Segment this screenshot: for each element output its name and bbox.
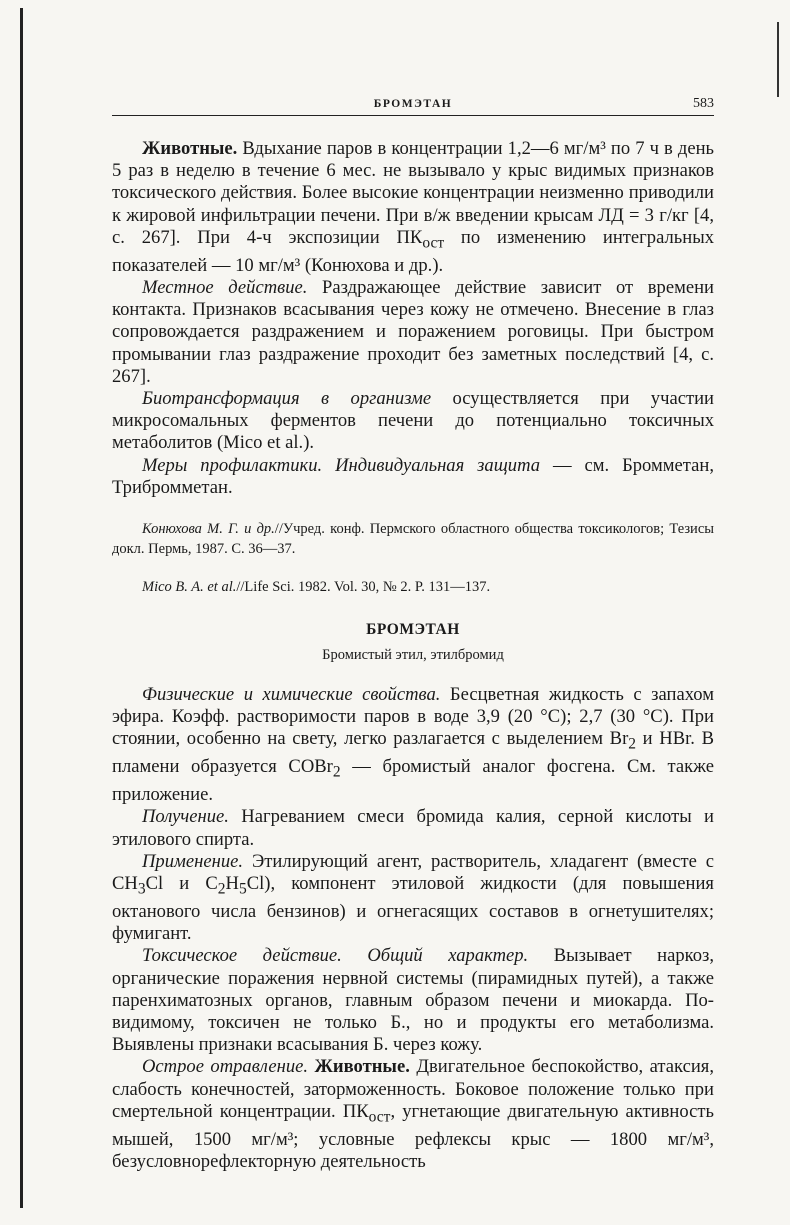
paragraph-lead-bold: Животные. [314, 1056, 410, 1078]
paragraph-text: — бромистый аналог фосгена. См. также приложение. [112, 756, 714, 806]
paragraph-lead: Меры профилактики. Индивидуальная защита [142, 454, 541, 476]
paragraph-text: Вызывает наркоз, органические поражения нервной системы (пирамидных путей), а также паренхиматозных органов, главным образом печени и миокарда. По-видимому, токсичен не только Б., но и продукты его метаболизма. Выявлены признаки всасывания Б. через кожу. [112, 945, 715, 1056]
paragraph-text: Раздражающее действие зависит от времени контакта. Признаков всасывания через кожу не отмечено. Внесение в глаз сопровождается раздражением и поражением роговицы. При быстром промывании глаз раздражение проходит без заметных последствий [4, с. 267]. [112, 276, 715, 387]
reference-authors: Конюхова М. Г. и др. [142, 520, 275, 537]
paragraph-application [112, 851, 714, 946]
subscript: 5 [238, 880, 247, 898]
running-header-title: БРОМЭТАН [373, 98, 453, 110]
scan-margin-line [777, 22, 779, 97]
paragraph-text: Нагреванием смеси бромида калия, серной кислоты и этилового спирта. [112, 806, 714, 850]
reference-item [112, 577, 714, 597]
paragraph-text: по изменению интегральных показателей — 10 мг/м³ (Конюхова и др.). [112, 226, 714, 276]
paragraph-lead: Местное действие. [142, 276, 308, 298]
subscript: 2 [332, 764, 341, 782]
reference-authors: Mico B. A. et al. [142, 578, 237, 595]
paragraph-lead: Получение. [142, 806, 229, 828]
paragraph-lead: Физические и химические свойства. [142, 683, 441, 705]
paragraph-lead: Применение. [142, 850, 244, 872]
paragraph-lead: Животные. [142, 138, 238, 159]
paragraph-text: Вдыхание паров в концентрации 1,2—6 мг/м³ по 7 ч в день 5 раз в неделю в течение 6 мес. не вызывало у крыс видимых признаков токсического действия. Более высокие концентрации неизменно приводили к жировой инфильтрации печени. При в/ж введении крысам ЛД = 3 г/кг [4, с. 267]. При 4-ч экспозиции ПК [112, 138, 714, 248]
subscript: ост [422, 234, 445, 252]
paragraph-text: Cl и C [145, 873, 218, 895]
page-body [112, 138, 714, 1173]
paragraph-text: Этилирующий агент, растворитель, хладагент (вместе с CH [112, 850, 714, 895]
paragraph-lead: Острое отравление. [142, 1056, 309, 1078]
paragraph-animals [112, 138, 714, 277]
paragraph-acute-poisoning [112, 1056, 714, 1173]
paragraph-text: и HBr. В пламени образуется COBr [112, 728, 714, 778]
page-binding-edge [20, 8, 23, 1208]
book-page [112, 95, 714, 1173]
subscript: 2 [217, 880, 226, 898]
subscript: 3 [137, 880, 146, 898]
subscript: 2 [628, 736, 637, 754]
paragraph-text: H [225, 873, 239, 895]
paragraph-text: Cl), компонент этиловой жидкости (для повышения октанового числа бензинов) и огнегасящих составов в огнетушителях; фумигант. [112, 873, 714, 945]
page-number: 583 [693, 96, 714, 111]
section-synonyms: Бромистый этил, этилбромид [322, 646, 504, 663]
paragraph-biotransformation [112, 388, 714, 455]
paragraph-physical-properties [112, 684, 714, 806]
paragraph-lead: Токсическое действие. Общий характер. [142, 945, 529, 967]
reference-text: //Life Sci. 1982. Vol. 30, № 2. P. 131—137. [236, 578, 491, 595]
paragraph-text: осуществляется при участии микросомальных ферментов печени до потенциально токсичных метаболитов (Mico et al.). [112, 387, 714, 454]
reference-text: //Учред. конф. Пермского областного общества токсикологов; Тезисы докл. Пермь, 1987. С. 36—37. [112, 520, 714, 557]
paragraph-preparation [112, 806, 714, 850]
paragraph-text: Бесцветная жидкость с запахом эфира. Коэфф. растворимости паров в воде 3,9 (20 °C); 2,7 (30 °C). При стоянии, особенно на свету, легко разлагается с выделением Br [112, 683, 714, 750]
paragraph-toxic-action [112, 945, 714, 1056]
subscript: ост [368, 1108, 391, 1126]
paragraph-local-action [112, 277, 714, 388]
section-title: БРОМЭТАН [366, 620, 460, 638]
paragraph-text: — см. Бромметан, Трибромметан. [112, 454, 714, 498]
paragraph-text: , угнетающие двигательную активность мышей, 1500 мг/м³; условные рефлексы крыс — 1800 мг/м³, безусловнорефлекторную деятельность [112, 1100, 714, 1172]
paragraph-prevention [112, 455, 714, 499]
reference-item [112, 519, 714, 559]
paragraph-lead: Биотрансформация в организме [142, 387, 432, 409]
running-header [112, 95, 714, 116]
paragraph-text: Двигательное беспокойство, атаксия, слабость конечностей, заторможенность. Боковое положение только при смертельной концентрации. ПК [112, 1056, 714, 1122]
